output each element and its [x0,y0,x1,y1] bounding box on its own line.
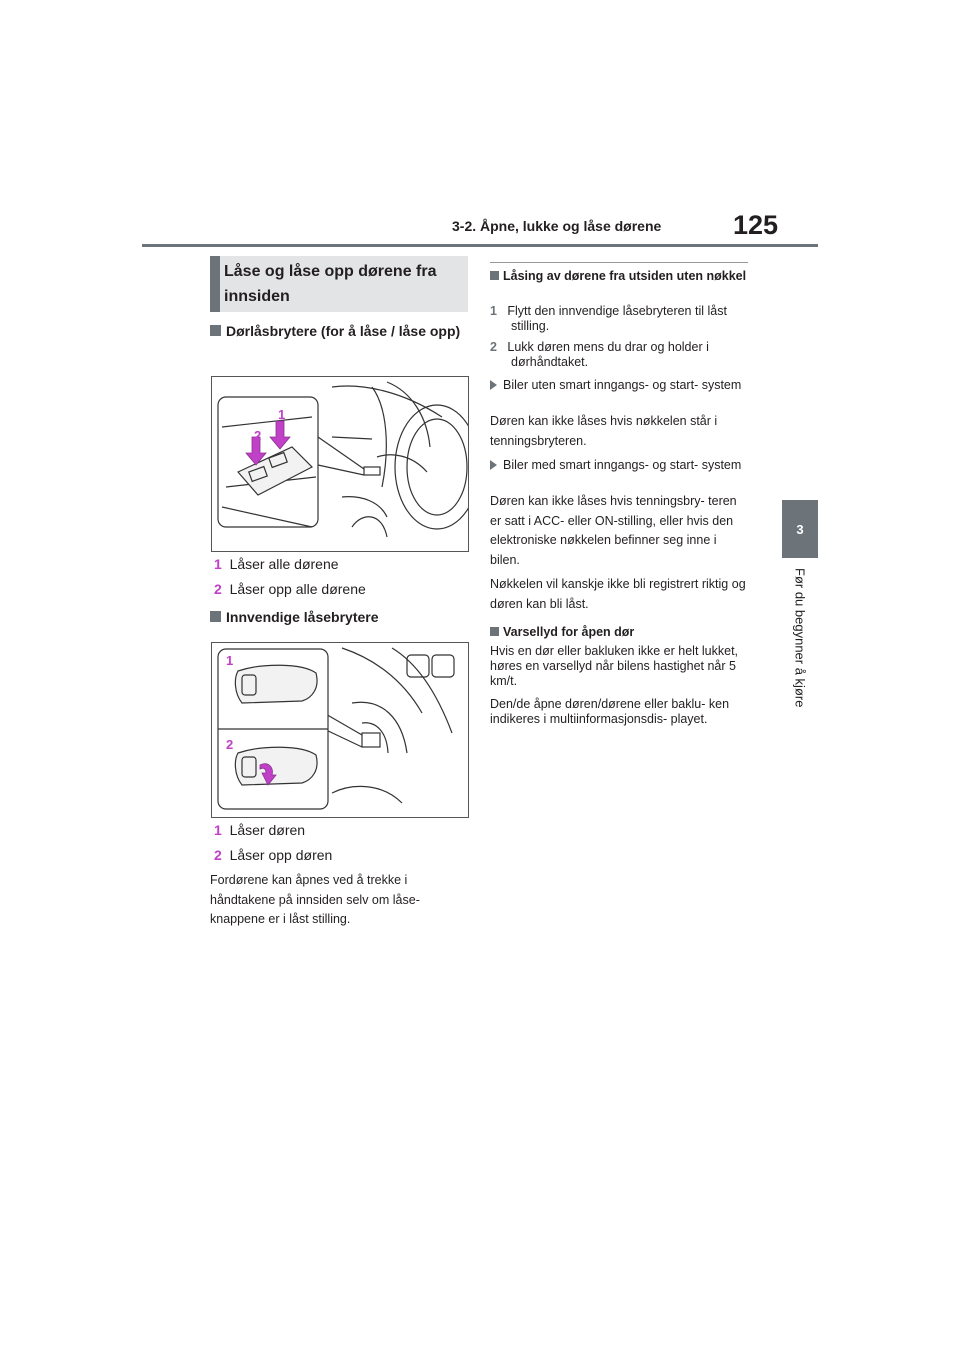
list-item: 1 Låser døren [214,822,306,838]
chapter-tab[interactable]: 3 [782,500,818,558]
outside-lock-heading: Låsing av dørene fra utsiden uten nøkkel [490,269,748,284]
bullet-square-icon [490,627,499,636]
door-lock-switch-figure [211,376,469,552]
case1-heading: Biler uten smart inngangs- og start- system [490,378,748,393]
chapter-side-title: Før du begynner å kjøre [792,568,808,708]
case2-text2: Nøkkelen vil kanskje ikke bli registrert riktig og døren kan bli låst. [490,577,746,611]
open-door-warning-text1: Hvis en dør eller bakluken ikke er helt lukket, høres en varsellyd når bilens hastighet når 5 km/t. [490,644,739,688]
section-title-bar [210,256,220,312]
header-rule [142,244,818,247]
bullet-square-icon [210,611,221,622]
bullet-square-icon [490,271,499,280]
list-item: 1 Låser alle dørene [214,556,339,572]
figure-label-2: 2 [254,428,262,443]
triangle-bullet-icon [490,380,497,390]
triangle-bullet-icon [490,460,497,470]
inside-lock-illustration [212,643,468,817]
figure-label-1: 1 [226,653,234,668]
case1-text: Døren kan ikke låses hvis nøkkelen står i tenningsbryteren. [490,414,718,448]
inside-lock-note: Fordørene kan åpnes ved å trekke i håndtakene på innsiden selv om låse- knappene er i låst stilling. [210,873,420,926]
case2-text: Døren kan ikke låses hvis tenningsbry- teren er satt i ACC- eller ON-stilling, eller hvis den elektroniske nøkkelen befinner seg inne i bilen. [490,494,737,567]
figure-label-1: 1 [278,407,286,422]
right-column-rule [490,262,748,263]
list-item: 1 Flytt den innvendige låsebryteren til låst stilling. [490,304,727,333]
page-number: 125 [733,210,779,240]
case2-heading: Biler med smart inngangs- og start- system [490,458,748,473]
figure-label-2: 2 [226,737,234,752]
section-title: Låse og låse opp dørene fra innsiden [224,263,437,305]
list-item: 2 Låser opp alle dørene [214,581,366,597]
inside-lock-heading: Innvendige låsebrytere [210,606,468,628]
door-lock-switches-heading: Dørlåsbrytere (for å låse / låse opp) [210,320,468,342]
bullet-square-icon [210,325,221,336]
list-item: 2 Lukk døren mens du drar og holder i dørhåndtaket. [490,340,709,369]
list-item: 2 Låser opp døren [214,847,333,863]
open-door-warning-heading: Varsellyd for åpen dør [490,625,748,640]
header-section-title: 3-2. Åpne, lukke og låse dørene [452,218,662,234]
open-door-warning-text2: Den/de åpne døren/dørene eller baklu- ken indikeres i multiinformasjonsdis- playet. [490,697,730,726]
door-lock-switch-illustration [212,377,468,551]
inside-lock-figure [211,642,469,818]
